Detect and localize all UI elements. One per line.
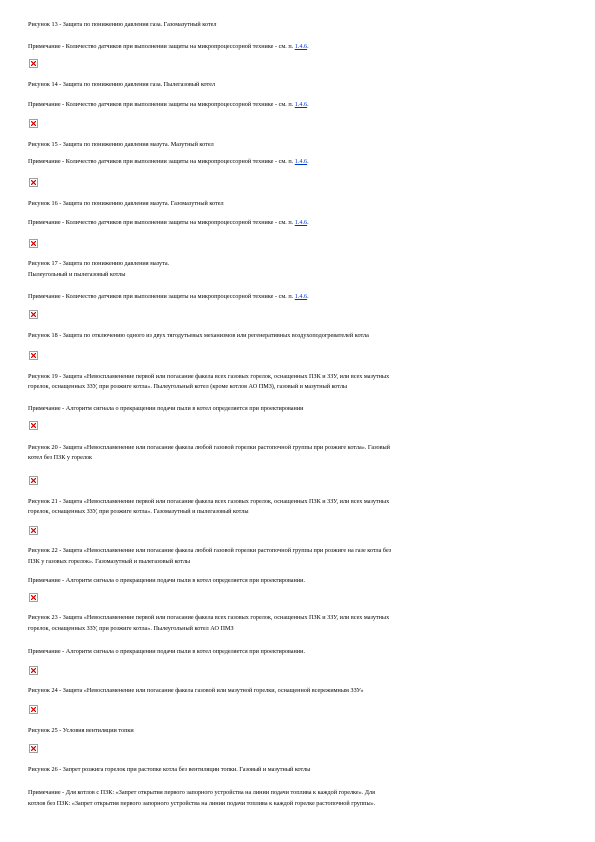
broken-image-icon bbox=[29, 744, 38, 753]
broken-image-icon bbox=[29, 421, 38, 430]
caption-continuation: котлов без ПЗК: «Запрет открытия первого запорного устройства на линии подачи топлива к каждой горелке растопочной группы». bbox=[28, 800, 376, 807]
note-line bbox=[28, 292, 568, 301]
broken-image-icon bbox=[29, 705, 38, 714]
broken-image-icon bbox=[29, 178, 38, 187]
note-tail: . bbox=[307, 293, 309, 300]
note-line bbox=[28, 218, 568, 227]
figure-caption: Рисунок 18 - Защита по отключению одного из двух тягодутьевых механизмов или регенеративных воздухоподогревателей котла bbox=[28, 332, 369, 339]
figure-caption: Рисунок 21 - Защита «Невоспламенение первой или погасание факела всех газовых горелок, оснащенных ПЗК и ЗЗУ, или всех мазутных bbox=[28, 498, 390, 505]
section-link[interactable]: 1.4.6 bbox=[294, 158, 308, 165]
note-text: Примечание - Количество датчиков при выполнении защиты на микропроцессорной технике - см. п. bbox=[28, 43, 295, 50]
note-line: Примечание - Алгоритм сигнала о прекращении подачи пыли в котел определяется при проектировании. bbox=[28, 648, 306, 655]
section-link[interactable]: 1.4.6 bbox=[294, 101, 308, 108]
figure-caption: Рисунок 14 - Защита по понижению давления газа. Пылегазовый котел bbox=[28, 81, 216, 88]
caption-continuation: горелок, оснащенных ЗЗУ, при розжиге котла». Пылеугольный котел АО ПМЗ bbox=[28, 625, 234, 632]
section-link[interactable]: 1.4.6 bbox=[294, 219, 308, 226]
section-link[interactable]: 1.4.6 bbox=[294, 293, 308, 300]
note-tail: . bbox=[307, 158, 309, 165]
figure-caption: Рисунок 13 - Защита по понижению давления газа. Газомазутный котел bbox=[28, 21, 217, 28]
caption-continuation: ПЗК у газовых горелок». Газомазутный и пылегазовый котлы bbox=[28, 558, 191, 565]
caption-continuation: котел без ПЗК у горелок bbox=[28, 454, 93, 461]
note-line: Примечание - Алгоритм сигнала о прекращении подачи пыли в котел определяется при проектировании. bbox=[28, 577, 306, 584]
section-link[interactable]: 1.4.6 bbox=[294, 43, 308, 50]
note-text: Примечание - Количество датчиков при выполнении защиты на микропроцессорной технике - см. п. bbox=[28, 101, 295, 108]
note-text: Примечание - Количество датчиков при выполнении защиты на микропроцессорной технике - см. п. bbox=[28, 293, 295, 300]
figure-caption: Рисунок 15 - Защита по понижению давления мазута. Мазутный котел bbox=[28, 141, 214, 148]
figure-caption: Рисунок 20 - Защита «Невоспламенение или погасание факела любой газовой горелки растопочной группы при розжиге котла». Газовый bbox=[28, 444, 390, 451]
broken-image-icon bbox=[29, 593, 38, 602]
note-line bbox=[28, 100, 568, 109]
note-text: Примечание - Количество датчиков при выполнении защиты на микропроцессорной технике - см. п. bbox=[28, 158, 295, 165]
broken-image-icon bbox=[29, 666, 38, 675]
note-line: Примечание - Для котлов с ПЗК: «Запрет открытия первого запорного устройства на линии подачи топлива к каждой горелке». Для bbox=[28, 789, 375, 796]
note-tail: . bbox=[307, 43, 309, 50]
broken-image-icon bbox=[29, 59, 38, 68]
caption-continuation: горелок, оснащенных ЗЗУ, при розжиге котла». Газомазутный и пылегазовый котлы bbox=[28, 508, 249, 515]
figure-caption: Рисунок 19 - Защита «Невоспламенение первой или погасание факела всех газовых горелок, оснащенных ПЗК и ЗЗУ, или всех мазутных bbox=[28, 373, 390, 380]
broken-image-icon bbox=[29, 526, 38, 535]
broken-image-icon bbox=[29, 476, 38, 485]
note-tail: . bbox=[307, 219, 309, 226]
caption-continuation: горелок, оснащенных ЗЗУ, при розжиге котла». Пылеугольный котел (кроме котлов АО ПМЗ), газовый и мазутный котлы bbox=[28, 383, 348, 390]
caption-continuation: Пылеугольный и пылегазовый котлы bbox=[28, 271, 126, 278]
figure-caption: Рисунок 24 - Защита «Невоспламенение или погасание факела газовой или мазутной горелки, оснащенной всережимным ЗЗУ» bbox=[28, 687, 364, 694]
note-line bbox=[28, 42, 568, 51]
note-line bbox=[28, 157, 568, 166]
note-text: Примечание - Количество датчиков при выполнении защиты на микропроцессорной технике - см. п. bbox=[28, 219, 295, 226]
figure-caption: Рисунок 26 - Запрет розжига горелок при растопке котла без вентиляции топки. Газовый и мазутный котлы bbox=[28, 766, 311, 773]
figure-caption: Рисунок 16 - Защита по понижению давления мазута. Газомазутный котел bbox=[28, 200, 224, 207]
broken-image-icon bbox=[29, 310, 38, 319]
broken-image-icon bbox=[29, 239, 38, 248]
note-line: Примечание - Алгоритм сигнала о прекращении подачи пыли в котел определяется при проектировании bbox=[28, 405, 304, 412]
figure-caption: Рисунок 23 - Защита «Невоспламенение первой или погасание факела всех газовых горелок, оснащенных ПЗК и ЗЗУ, или всех мазутных bbox=[28, 614, 390, 621]
figure-caption: Рисунок 25 - Условия вентиляции топки bbox=[28, 727, 134, 734]
note-tail: . bbox=[307, 101, 309, 108]
broken-image-icon bbox=[29, 351, 38, 360]
figure-caption: Рисунок 22 - Защита «Невоспламенение или погасание факела любой газовой горелки растопочной группы при розжиге на газе котла без bbox=[28, 547, 392, 554]
figure-caption: Рисунок 17 - Защита по понижению давления мазута. bbox=[28, 260, 170, 267]
broken-image-icon bbox=[29, 119, 38, 128]
